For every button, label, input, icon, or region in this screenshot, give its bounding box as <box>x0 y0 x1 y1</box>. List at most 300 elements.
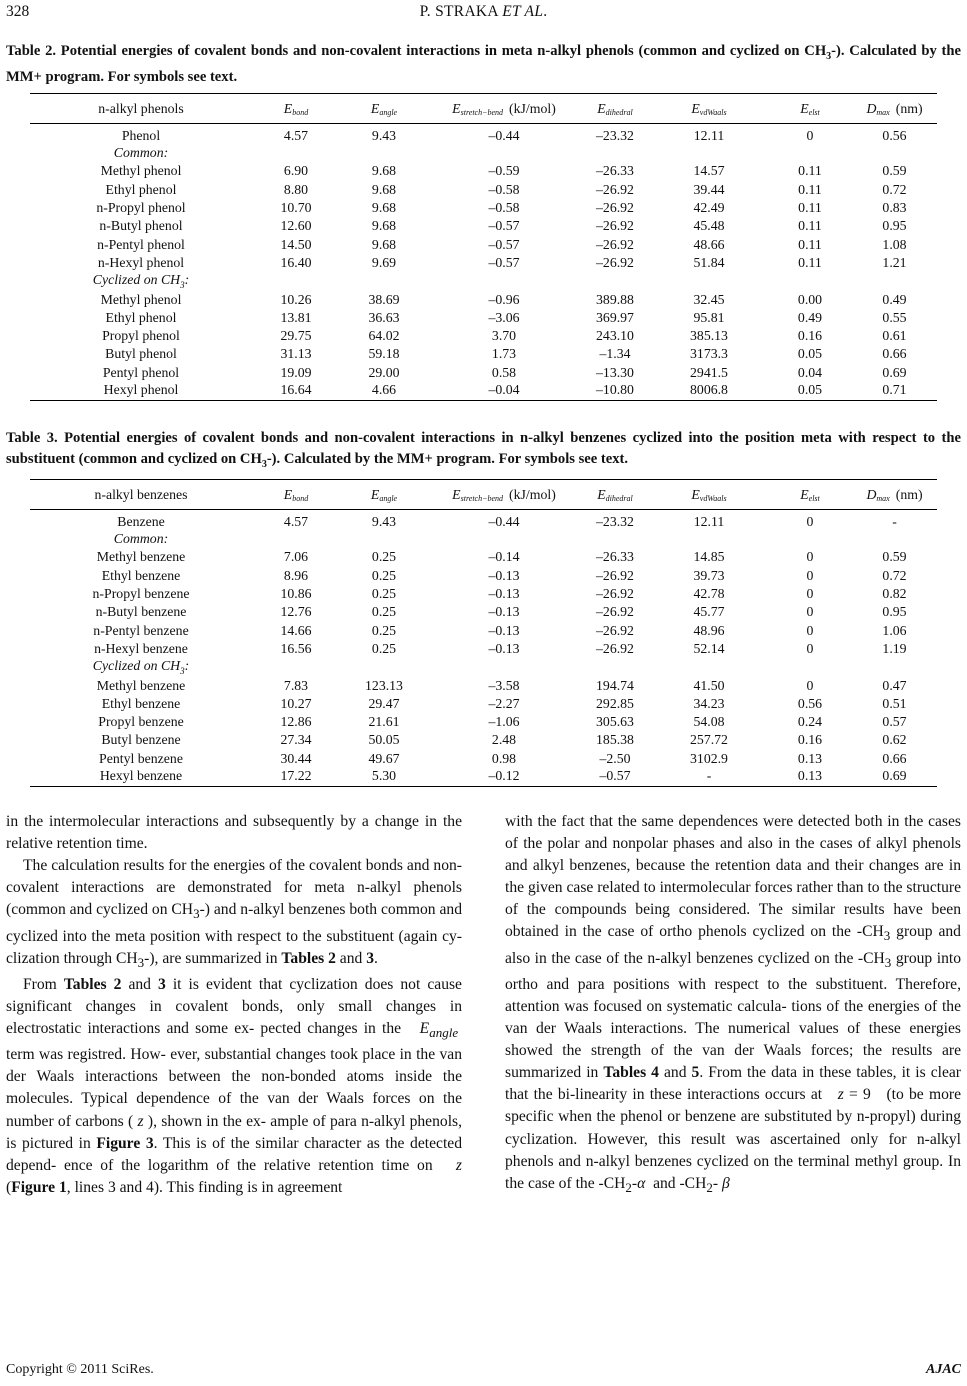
col-header-name: n-alkyl benzenes <box>30 480 252 510</box>
value-cell: 14.66 <box>280 622 312 638</box>
value-cell: 0.72 <box>882 567 907 583</box>
value-cell: 42.78 <box>693 586 725 602</box>
value-cell: 31.13 <box>280 346 312 362</box>
compound-name-cell: n-Hexyl phenol <box>97 254 185 270</box>
value-cell: 0.11 <box>798 200 822 216</box>
value-cell: 4.57 <box>283 128 309 143</box>
value-cell: 10.27 <box>280 695 312 711</box>
value-cell: 9.68 <box>371 181 397 197</box>
empty-cell <box>650 658 768 676</box>
value-cell: 9.68 <box>371 218 397 234</box>
value-cell: - <box>892 514 897 529</box>
table-row <box>30 181 937 199</box>
value-cell: 0.59 <box>882 163 907 179</box>
value-cell: –0.04 <box>428 382 580 401</box>
value-cell: 16.64 <box>252 382 340 401</box>
value-cell: 34.23 <box>693 695 725 711</box>
value-cell: 0.11 <box>798 254 822 270</box>
value-cell: 0 <box>806 604 814 620</box>
empty-cell <box>768 272 852 290</box>
value-cell: 12.76 <box>280 604 312 620</box>
value-cell: 292.85 <box>596 695 634 711</box>
value-cell: 21.61 <box>368 714 400 730</box>
table-row <box>30 750 937 768</box>
empty-cell <box>768 658 852 676</box>
compound-name-cell: Propyl benzene <box>98 714 184 730</box>
value-cell: 9.43 <box>371 514 397 529</box>
value-cell: 0.55 <box>882 309 907 325</box>
table-group-row <box>30 658 937 676</box>
col-header-elst: $E_{elst}$ <box>768 94 852 124</box>
value-cell: 0.95 <box>882 604 907 620</box>
value-cell: 0.58 <box>491 364 517 380</box>
value-cell: 32.45 <box>693 291 725 307</box>
value-cell: 0.25 <box>371 586 397 602</box>
value-cell: 8006.8 <box>650 382 768 401</box>
compound-name-cell: n-Propyl phenol <box>96 200 186 216</box>
table-group-row <box>30 530 937 548</box>
value-cell: –0.13 <box>488 586 520 602</box>
col-header-bond: $E_{bond}$ <box>252 480 340 510</box>
value-cell: 39.73 <box>693 567 725 583</box>
compound-name-cell: Methyl phenol <box>100 163 182 179</box>
value-cell: 0.11 <box>798 236 822 252</box>
value-cell: –26.92 <box>596 604 634 620</box>
value-cell: 7.06 <box>283 549 309 565</box>
value-cell: 0.11 <box>798 181 822 197</box>
table-row <box>30 162 937 180</box>
value-cell: –0.57 <box>488 236 520 252</box>
empty-cell <box>252 144 340 162</box>
table-row <box>30 695 937 713</box>
value-cell: 3.70 <box>491 328 517 344</box>
table-row <box>30 603 937 621</box>
value-cell: –26.92 <box>596 586 634 602</box>
value-cell: –1.06 <box>488 714 520 730</box>
compound-name-cell: Hexyl benzene <box>30 768 252 787</box>
compound-name-cell: n-Pentyl benzene <box>93 622 189 638</box>
paragraph: in the intermolecular interactions and subsequently by a change in the relative retention time. <box>6 813 462 853</box>
compound-name-cell: Methyl benzene <box>96 549 186 565</box>
compound-name-cell: Butyl phenol <box>105 346 177 362</box>
paragraph: From Tables 2 and 3 it is evident that cyclization does not cause significant changes in covalent bonds, only small changes in electrostatic interactions and some ex- pected changes in the $E_{angle}$ term was registred. How- ever, substantial changes took place in the van der Waals interactions between the non-bonded atoms inside the molecules. Typical dependence of the van der Waals forces on the number of carbons ( z ), shown in the ex- ample of para n-alkyl phenols, is pictured in Figure 3. This is of the similar character as the detected depend- ence of the logarithm of the relative retention time on z (Figure 1, lines 3 and 4). This finding is in agreement <box>6 975 462 1196</box>
value-cell: –26.92 <box>596 200 634 216</box>
value-cell: 0.25 <box>371 604 397 620</box>
compound-name-cell: Pentyl phenol <box>102 364 180 380</box>
value-cell: 10.86 <box>280 586 312 602</box>
value-cell: 0.66 <box>882 750 907 766</box>
value-cell: –10.80 <box>580 382 650 401</box>
value-cell: 1.06 <box>882 622 907 638</box>
value-cell: 0.25 <box>371 549 397 565</box>
value-cell: 0.49 <box>797 309 823 325</box>
compound-name-cell: Propyl phenol <box>102 328 180 344</box>
value-cell: 0.25 <box>371 567 397 583</box>
table-row <box>30 621 937 639</box>
empty-cell <box>340 530 428 548</box>
value-cell: 243.10 <box>596 328 634 344</box>
value-cell: 185.38 <box>596 732 634 748</box>
empty-cell <box>252 658 340 676</box>
value-cell: 0.47 <box>882 677 907 693</box>
value-cell: 1.08 <box>882 236 907 252</box>
value-cell: 0 <box>806 640 814 656</box>
body-column-left <box>6 811 462 1199</box>
table-row <box>30 382 937 401</box>
value-cell: 0.56 <box>882 128 907 143</box>
paragraph: The calculation results for the energies of the covalent bonds and non-covalent interactions are demonstrated for meta n-alkyl phenols (common and cyclized on $CH_3-$) and n-alkyl benzenes both common and cyclized into the meta position with respect to the substituent (again cy- clization through $CH_3-$), are summarized in Tables 2 and 3. <box>6 857 462 970</box>
value-cell: –0.59 <box>488 163 520 179</box>
value-cell: 2941.5 <box>690 364 728 380</box>
empty-cell <box>650 272 768 290</box>
empty-cell <box>768 144 852 162</box>
table3-body <box>30 510 937 787</box>
compound-name-cell: n-Propyl benzene <box>92 586 190 602</box>
value-cell: –0.13 <box>488 604 520 620</box>
table-row <box>30 585 937 603</box>
value-cell: 0.16 <box>797 732 823 748</box>
table-group-row <box>30 272 937 290</box>
group-label: Common: <box>113 531 169 547</box>
value-cell: 0.25 <box>371 640 397 656</box>
empty-cell <box>852 144 937 162</box>
empty-cell <box>252 272 340 290</box>
table-row <box>30 510 937 531</box>
empty-cell <box>852 658 937 676</box>
body-column-right <box>505 811 961 1199</box>
value-cell: 385.13 <box>690 328 728 344</box>
value-cell: 0 <box>806 622 814 638</box>
value-cell: 49.67 <box>368 750 400 766</box>
empty-cell <box>580 658 650 676</box>
empty-cell <box>340 658 428 676</box>
value-cell: 2.48 <box>491 732 517 748</box>
compound-name-cell: n-Pentyl phenol <box>97 236 185 252</box>
empty-cell <box>428 272 580 290</box>
value-cell: 12.11 <box>693 514 725 529</box>
value-cell: 0.00 <box>797 291 823 307</box>
value-cell: –0.58 <box>488 200 520 216</box>
value-cell: 0 <box>806 677 814 693</box>
value-cell: –0.57 <box>488 254 520 270</box>
value-cell: 7.83 <box>283 677 309 693</box>
col-header-dmax: $D_{max}$ (nm) <box>852 94 937 124</box>
table-row <box>30 676 937 694</box>
col-header-elst: $E_{elst}$ <box>768 480 852 510</box>
value-cell: - <box>650 768 768 787</box>
value-cell: 29.75 <box>280 328 312 344</box>
col-header-stretch-bend: $E_{stretch-bend}$ (kJ/mol) <box>428 480 580 510</box>
table2-caption: Table 2. Potential energies of covalent bonds and non-covalent interactions in meta n-alkyl phenols (common and cyclized on $CH_3-$). Calculated by the MM+ program. For symbols see text. <box>6 43 961 85</box>
value-cell: 16.56 <box>280 640 312 656</box>
compound-name-cell: Ethyl phenol <box>105 309 177 325</box>
value-cell: –0.58 <box>488 181 520 197</box>
value-cell: 29.00 <box>368 364 400 380</box>
empty-cell <box>340 272 428 290</box>
value-cell: 0 <box>806 549 814 565</box>
empty-cell <box>428 658 580 676</box>
value-cell: 48.66 <box>693 236 725 252</box>
col-header-dihedral: $E_{dihedral}$ <box>580 480 650 510</box>
value-cell: –3.58 <box>488 677 520 693</box>
empty-cell <box>650 144 768 162</box>
compound-name-cell: n-Butyl phenol <box>99 218 183 234</box>
value-cell: 0.72 <box>882 181 907 197</box>
value-cell: 257.72 <box>690 732 728 748</box>
compound-name-cell: Methyl benzene <box>96 677 186 693</box>
value-cell: 0.69 <box>852 768 937 787</box>
table-row <box>30 713 937 731</box>
value-cell: 0.69 <box>882 364 907 380</box>
value-cell: 0.56 <box>797 695 823 711</box>
value-cell: 0.25 <box>371 622 397 638</box>
value-cell: 0.57 <box>882 714 907 730</box>
table-row <box>30 327 937 345</box>
value-cell: 4.66 <box>340 382 428 401</box>
value-cell: 0.59 <box>882 549 907 565</box>
value-cell: 0.24 <box>797 714 823 730</box>
col-header-bond: $E_{bond}$ <box>252 94 340 124</box>
page-number: 328 <box>6 3 30 20</box>
copyright-notice: Copyright © 2011 SciRes. <box>6 1362 154 1377</box>
value-cell: 0 <box>806 586 814 602</box>
table-header-row <box>30 480 937 510</box>
value-cell: –13.30 <box>596 364 634 380</box>
value-cell: 5.30 <box>340 768 428 787</box>
empty-cell <box>580 530 650 548</box>
value-cell: 0.11 <box>798 218 822 234</box>
compound-name-cell: Ethyl phenol <box>105 181 177 197</box>
value-cell: –0.57 <box>580 768 650 787</box>
value-cell: 54.08 <box>693 714 725 730</box>
col-header-name: n-alkyl phenols <box>30 94 252 124</box>
value-cell: 0.11 <box>798 163 822 179</box>
value-cell: –26.92 <box>596 567 634 583</box>
value-cell: 14.57 <box>693 163 725 179</box>
value-cell: 389.88 <box>596 291 634 307</box>
value-cell: 95.81 <box>693 309 725 325</box>
value-cell: 41.50 <box>693 677 725 693</box>
value-cell: 194.74 <box>596 677 634 693</box>
value-cell: 0.82 <box>882 586 907 602</box>
empty-cell <box>650 530 768 548</box>
empty-cell <box>252 530 340 548</box>
compound-name-cell: Hexyl phenol <box>30 382 252 401</box>
empty-cell <box>428 144 580 162</box>
value-cell: –0.44 <box>488 128 520 143</box>
value-cell: 0.05 <box>768 382 852 401</box>
table-row <box>30 640 937 658</box>
value-cell: –26.92 <box>596 181 634 197</box>
compound-name-cell: Benzene <box>117 514 165 529</box>
value-cell: 9.68 <box>371 236 397 252</box>
value-cell: 0.16 <box>797 328 823 344</box>
value-cell: 9.68 <box>371 163 397 179</box>
table-row <box>30 768 937 787</box>
value-cell: 10.70 <box>280 200 312 216</box>
value-cell: –0.14 <box>488 549 520 565</box>
value-cell: –1.34 <box>599 346 631 362</box>
journal-name: AJAC <box>925 1362 961 1377</box>
value-cell: –0.44 <box>488 514 520 529</box>
value-cell: 6.90 <box>283 163 309 179</box>
value-cell: –0.57 <box>488 218 520 234</box>
col-header-vdwaals: $E_{vdWaals}$ <box>650 94 768 124</box>
value-cell: 0.05 <box>797 346 823 362</box>
value-cell: –26.92 <box>596 236 634 252</box>
compound-name-cell: Ethyl benzene <box>101 567 181 583</box>
table2 <box>30 93 937 401</box>
value-cell: 0.71 <box>852 382 937 401</box>
value-cell: 17.22 <box>252 768 340 787</box>
value-cell: 45.77 <box>693 604 725 620</box>
value-cell: 0.49 <box>882 291 907 307</box>
group-label: Common: <box>113 145 169 161</box>
empty-cell <box>768 530 852 548</box>
value-cell: –26.92 <box>596 254 634 270</box>
table-row <box>30 364 937 382</box>
empty-cell <box>852 530 937 548</box>
value-cell: 123.13 <box>365 677 403 693</box>
value-cell: 38.69 <box>368 291 400 307</box>
value-cell: 1.19 <box>882 640 907 656</box>
col-header-angle: $E_{angle}$ <box>340 480 428 510</box>
table3-caption: Table 3. Potential energies of covalent bonds and non-covalent interactions in n-alkyl benzenes cyclized into the position meta with respect to the substituent (common and cyclized on $CH_3-$). Calculated by the MM+ program. For symbols see text. <box>6 430 961 470</box>
value-cell: 8.80 <box>283 181 309 197</box>
value-cell: –23.32 <box>596 514 634 529</box>
value-cell: 51.84 <box>693 254 725 270</box>
col-header-dihedral: $E_{dihedral}$ <box>580 94 650 124</box>
value-cell: 0 <box>806 567 814 583</box>
table-row <box>30 345 937 363</box>
table-row <box>30 731 937 749</box>
value-cell: 305.63 <box>596 714 634 730</box>
value-cell: 42.49 <box>693 200 725 216</box>
table-row <box>30 290 937 308</box>
value-cell: 3102.9 <box>690 750 728 766</box>
value-cell: 0.51 <box>882 695 907 711</box>
value-cell: –0.96 <box>488 291 520 307</box>
value-cell: 59.18 <box>368 346 400 362</box>
value-cell: 50.05 <box>368 732 400 748</box>
value-cell: –0.13 <box>488 567 520 583</box>
value-cell: –2.50 <box>599 750 631 766</box>
page-footer <box>6 1362 961 1382</box>
empty-cell <box>340 144 428 162</box>
value-cell: 0.13 <box>797 750 823 766</box>
value-cell: 12.86 <box>280 714 312 730</box>
compound-name-cell: Methyl phenol <box>100 291 182 307</box>
value-cell: 0.83 <box>882 200 907 216</box>
paragraph: with the fact that the same dependences were detected both in the cases of the polar and nonpolar phases and also in the cases of alkyl phenols and alkyl benzenes, because the retention data and their changes are in the given case related to intermolecular forces rather than to the structure of the compounds being considered. The similar results have been obtained in the case of ortho phenols cyclized on the $-CH_3$ group and also in the case of the n-alkyl benzenes cyclized on the $-CH_3$ group into ortho and para positions with respect to the substituent. Therefore, attention was focused on systematic calcula- tions of the energies of the van der Waals interactions. The numerical values of these energies showed the strength of the van der Waals forces; the results are summarized in Tables 4 and 5. From the data in these tables, it is clear that the bi-linearity in these interactions occurs at z = 9 (to be more specific when the phenol or benzene are substituted by n-propyl) during cyclization. However, this result was ascertained only for n-alkyl phenols and n-alkyl benzenes cyclized on the terminal methyl group. In the case of the $-CH_2-\alpha$ and $-CH_2-$ β <box>505 813 962 1195</box>
value-cell: 27.34 <box>280 732 312 748</box>
value-cell: 0.66 <box>882 346 907 362</box>
value-cell: 12.60 <box>280 218 312 234</box>
value-cell: 4.57 <box>283 514 309 529</box>
value-cell: 45.48 <box>693 218 725 234</box>
value-cell: 1.21 <box>882 254 907 270</box>
value-cell: 39.44 <box>693 181 725 197</box>
value-cell: 0 <box>806 128 814 143</box>
table3 <box>30 479 937 787</box>
value-cell: 64.02 <box>368 328 400 344</box>
value-cell: 0 <box>806 514 814 529</box>
value-cell: 14.85 <box>693 549 725 565</box>
table2-body <box>30 124 937 401</box>
value-cell: –0.13 <box>488 640 520 656</box>
empty-cell <box>852 272 937 290</box>
value-cell: –26.92 <box>596 218 634 234</box>
running-header <box>6 3 961 25</box>
col-header-angle: $E_{angle}$ <box>340 94 428 124</box>
empty-cell <box>580 144 650 162</box>
value-cell: 48.96 <box>693 622 725 638</box>
value-cell: 29.47 <box>368 695 400 711</box>
value-cell: –0.13 <box>488 622 520 638</box>
value-cell: –0.12 <box>428 768 580 787</box>
table-row <box>30 254 937 272</box>
value-cell: 36.63 <box>368 309 400 325</box>
value-cell: 0.95 <box>882 218 907 234</box>
value-cell: –23.32 <box>596 128 634 143</box>
value-cell: 14.50 <box>280 236 312 252</box>
value-cell: 30.44 <box>280 750 312 766</box>
compound-name-cell: Phenol <box>121 128 161 143</box>
value-cell: 0.04 <box>797 364 823 380</box>
value-cell: 8.96 <box>283 567 309 583</box>
value-cell: –26.33 <box>596 549 634 565</box>
group-label: Cyclized on $CH_3$: <box>92 658 190 677</box>
value-cell: –26.92 <box>596 622 634 638</box>
value-cell: 0.62 <box>882 732 907 748</box>
value-cell: –26.92 <box>596 640 634 656</box>
empty-cell <box>428 530 580 548</box>
table-row <box>30 309 937 327</box>
compound-name-cell: n-Hexyl benzene <box>94 640 188 656</box>
value-cell: 19.09 <box>280 364 312 380</box>
value-cell: 13.81 <box>280 309 312 325</box>
value-cell: –26.33 <box>596 163 634 179</box>
running-title: P. STRAKA ET AL. <box>419 3 548 20</box>
value-cell: 1.73 <box>491 346 517 362</box>
empty-cell <box>580 272 650 290</box>
value-cell: 12.11 <box>693 128 725 143</box>
table-row <box>30 548 937 566</box>
compound-name-cell: n-Butyl benzene <box>95 604 187 620</box>
value-cell: 16.40 <box>280 254 312 270</box>
compound-name-cell: Pentyl benzene <box>99 750 183 766</box>
table-row <box>30 567 937 585</box>
table-row <box>30 199 937 217</box>
value-cell: 0.13 <box>768 768 852 787</box>
compound-name-cell: Ethyl benzene <box>101 695 181 711</box>
value-cell: –3.06 <box>488 309 520 325</box>
value-cell: 369.97 <box>596 309 634 325</box>
value-cell: 0.61 <box>882 328 907 344</box>
value-cell: 9.43 <box>371 128 397 143</box>
value-cell: 10.26 <box>280 291 312 307</box>
col-header-vdwaals: $E_{vdWaals}$ <box>650 480 768 510</box>
table-row <box>30 235 937 253</box>
value-cell: –2.27 <box>488 695 520 711</box>
table-header-row <box>30 94 937 124</box>
value-cell: 52.14 <box>693 640 725 656</box>
value-cell: 9.69 <box>371 254 397 270</box>
value-cell: 9.68 <box>371 200 397 216</box>
value-cell: 3173.3 <box>690 346 728 362</box>
group-label: Cyclized on $CH_3$: <box>92 272 190 291</box>
compound-name-cell: Butyl benzene <box>101 732 181 748</box>
